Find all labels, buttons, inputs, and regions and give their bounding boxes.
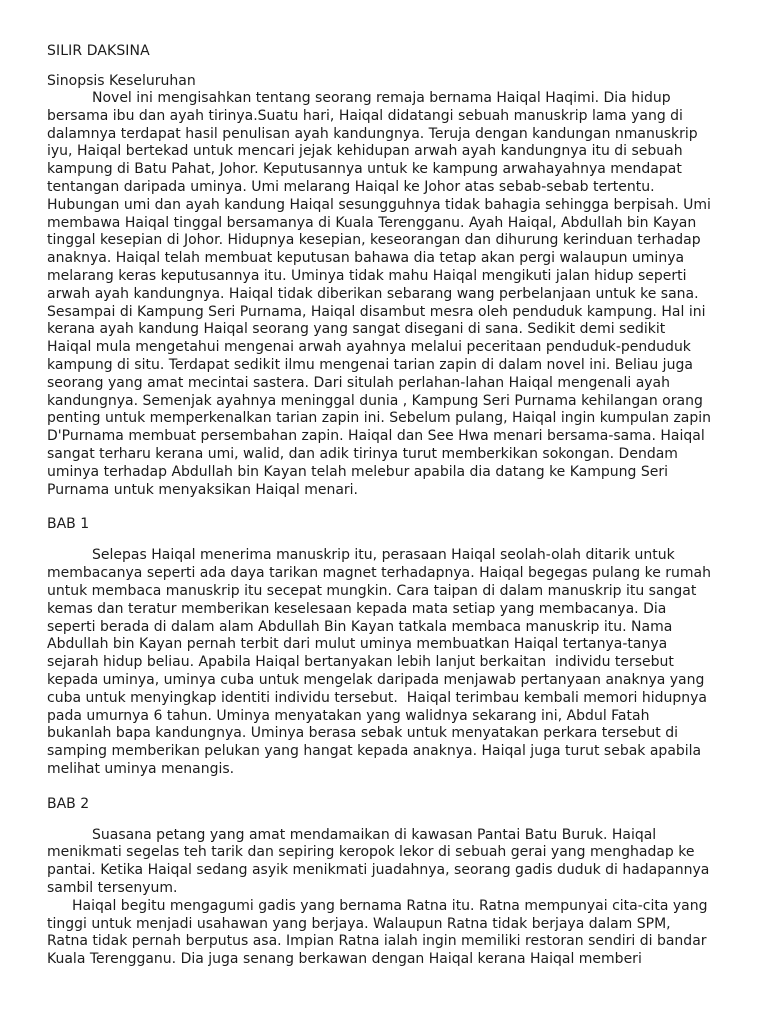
text-line: Haiqal mula mengetahui mengenai arwah ayahnya melalui peceritaan penduduk-penduduk — [47, 339, 691, 356]
text-line: tinggal kesepian di Johor. Hidupnya kesepian, keseorangan dan dihurung kerinduan terhadap — [47, 232, 701, 249]
text-line: kemas dan teratur memberikan keselesaan kepada mata setiap yang membacanya. Dia — [47, 600, 667, 617]
text-line: Selepas Haiqal menerima manuskrip itu, perasaan Haiqal seolah-olah ditarik untuk — [92, 547, 675, 564]
paragraph — [47, 827, 737, 898]
text-line: iyu, Haiqal bertekad untuk mencari jejak kehidupan arwah ayah kandungnya itu di sebuah — [47, 143, 683, 160]
text-line: Hubungan umi dan ayah kandung Haiqal sesungguhnya tidak bahagia sehingga berpisah. Umi — [47, 196, 711, 213]
text-line: menikmati segelas teh tarik dan sepiring keropok lekor di sebuah gerai yang menghadap ke — [47, 844, 695, 861]
text-line: melarang keras keputusannya itu. Uminya tidak mahu Haiqal mengikuti jalan hidup seperti — [47, 267, 687, 284]
text-line: penting untuk memperkenalkan tarian zapin ini. Sebelum pulang, Haiqal ingin kumpulan zapin — [47, 410, 712, 427]
text-line: membacanya seperti ada daya tarikan magnet terhadapnya. Haiqal begegas pulang ke rumah — [47, 565, 711, 582]
text-line: tinggi untuk menjadi usahawan yang berjaya. Walaupun Ratna tidak berjaya dalam SPM, — [47, 915, 671, 932]
text-line: Sesampai di Kampung Seri Purnama, Haiqal disambut mesra oleh penduduk kampung. Hal ini — [47, 303, 706, 320]
text-line: pantai. Ketika Haiqal sedang asyik menikmati juadahnya, seorang gadis duduk di hadapannya — [47, 862, 710, 879]
text-line: kerana ayah kandung Haiqal seorang yang sangat disegani di sana. Sedikit demi sedikit — [47, 321, 666, 338]
text-line: samping memberikan pelukan yang hangat kepada anaknya. Haiqal juga turut sebak apabila — [47, 743, 702, 760]
text-line: bukanlah bapa kandungnya. Uminya berasa sebak untuk menyatakan perkara tersebut di — [47, 725, 678, 742]
paragraph — [47, 90, 737, 499]
text-line: Suasana petang yang amat mendamaikan di kawasan Pantai Batu Buruk. Haiqal — [92, 826, 657, 843]
text-line: melihat uminya menangis. — [47, 760, 235, 777]
section-heading-bab-1: BAB 1 — [47, 516, 90, 533]
text-line: seorang yang amat mecintai sastera. Dari situlah perlahan-lahan Haiqal mengenali ayah — [47, 374, 671, 391]
document-title: SILIR DAKSINA — [47, 43, 150, 59]
text-line: anaknya. Haiqal telah membuat keputusan bahawa dia tetap akan pergi walaupun uminya — [47, 250, 685, 267]
section-heading-bab-2: BAB 2 — [47, 795, 90, 812]
paragraph — [47, 547, 737, 778]
text-line: dalamnya terdapat hasil penulisan ayah kandungnya. Teruja dengan kandungan nmanuskrip — [47, 125, 698, 142]
text-line: Novel ini mengisahkan tentang seorang remaja bernama Haiqal Haqimi. Dia hidup — [92, 90, 671, 106]
text-line: Ratna tidak pernah berputus asa. Impian Ratna ialah ingin memiliki restoran sendiri di bandar — [47, 933, 707, 950]
text-line: kandungnya. Semenjak ayahnya meninggal dunia , Kampung Seri Purnama kehilangan orang — [47, 392, 703, 409]
text-line: pada umurnya 6 tahun. Uminya menyatakan yang walidnya sekarang ini, Abdul Fatah — [47, 707, 650, 724]
text-line: kampung di Batu Pahat, Johor. Keputusannya untuk ke kampung arwahayahnya mendapat — [47, 161, 682, 178]
text-line: cuba untuk menyingkap identiti individu tersebut. Haiqal terimbau kembali memori hidupnya — [47, 689, 707, 706]
text-line: D'Purnama membuat persembahan zapin. Haiqal dan See Hwa menari bersama-sama. Haiqal — [47, 428, 705, 445]
text-line: Haiqal begitu mengagumi gadis yang bernama Ratna itu. Ratna mempunyai cita-cita yang — [72, 897, 708, 914]
document-body — [47, 42, 737, 969]
section-heading-sinopsis: Sinopsis Keseluruhan — [47, 73, 196, 89]
text-line: uminya terhadap Abdullah bin Kayan telah melebur apabila dia datang ke Kampung Seri — [47, 463, 669, 480]
text-line: membawa Haiqal tinggal bersamanya di Kuala Terengganu. Ayah Haiqal, Abdullah bin Kayan — [47, 214, 697, 231]
paragraph — [47, 898, 737, 969]
text-line: kampung di situ. Terdapat sedikit ilmu mengenai tarian zapin di dalam novel ini. Beliau juga — [47, 356, 693, 373]
text-line: Kuala Terengganu. Dia juga senang berkawan dengan Haiqal kerana Haiqal memberi — [47, 951, 642, 968]
text-line: Purnama untuk menyaksikan Haiqal menari. — [47, 481, 359, 498]
text-line: sambil tersenyum. — [47, 880, 178, 897]
text-line: seperti berada di dalam alam Abdullah Bin Kayan tatkala membaca manuskrip itu. Nama — [47, 618, 673, 635]
text-line: untuk membaca manuskrip itu secepat mungkin. Cara taipan di dalam manuskrip itu sangat — [47, 582, 697, 599]
text-line: sangat terharu kerana umi, walid, dan adik tirinya turut memberkikan sokongan. Dendam — [47, 445, 678, 462]
text-line: Abdullah bin Kayan pernah terbit dari mulut uminya membuatkan Haiqal tertanya-tanya — [47, 636, 668, 653]
text-line: sejarah hidup beliau. Apabila Haiqal bertanyakan lebih lanjut berkaitan individu tersebut — [47, 654, 674, 671]
text-line: tentangan daripada uminya. Umi melarang Haiqal ke Johor atas sebab-sebab tertentu. — [47, 178, 655, 195]
text-line: arwah ayah kandungnya. Haiqal tidak diberikan sebarang wang perbelanjaan untuk ke sana. — [47, 285, 699, 302]
text-line: bersama ibu dan ayah tirinya.Suatu hari, Haiqal didatangi sebuah manuskrip lama yang di — [47, 107, 683, 124]
text-line: kepada uminya, uminya cuba untuk mengelak daripada menjawab pertanyaan anaknya yang — [47, 671, 705, 688]
